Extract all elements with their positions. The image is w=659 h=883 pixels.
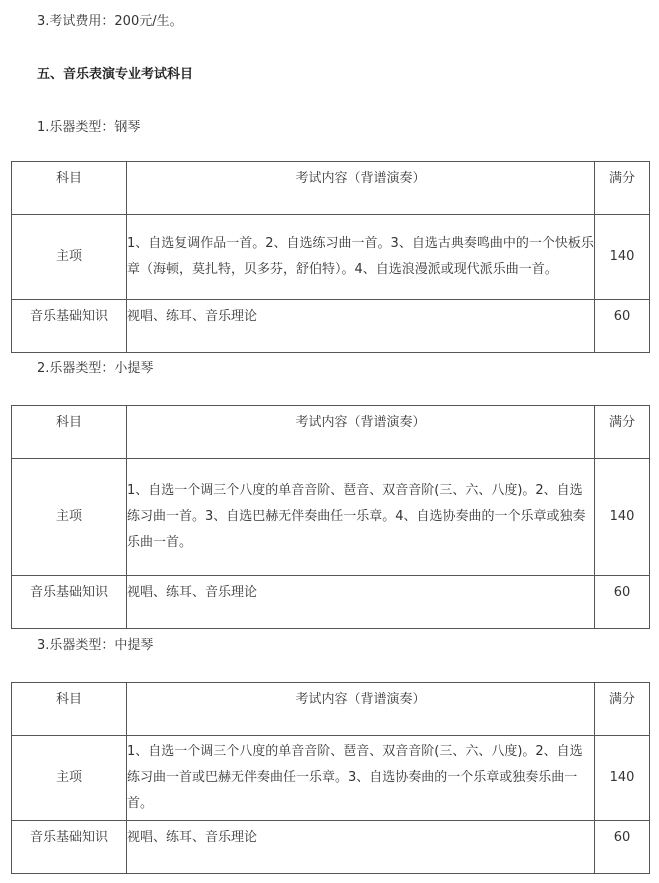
row-score: 140 (595, 459, 650, 576)
table-row (12, 300, 650, 353)
table-row (12, 576, 650, 629)
row-score: 60 (595, 576, 650, 629)
section-title: 五、音乐表演专业考试科目 (37, 67, 194, 82)
table-header-row (12, 162, 650, 215)
row-score: 140 (595, 736, 650, 821)
row-content: 视唱、练耳、音乐理论 (127, 300, 595, 353)
instrument-label-piano: 1.乐器类型：钢琴 (37, 120, 141, 135)
row-content: 1、自选复调作品一首。2、自选练习曲一首。3、自选古典奏鸣曲中的一个快板乐章（海顿，莫扎特，贝多芬，舒伯特）。4、自选浪漫派或现代派乐曲一首。 (127, 215, 595, 300)
fee-line: 3.考试费用：200元/生。 (37, 14, 183, 29)
row-subject: 主项 (12, 736, 127, 821)
row-content: 视唱、练耳、音乐理论 (127, 821, 595, 874)
header-score: 满分 (595, 406, 650, 459)
row-content: 1、自选一个调三个八度的单音音阶、琶音、双音音阶(三、六、八度)。2、自选练习曲一首。3、自选巴赫无伴奏曲任一乐章。4、自选协奏曲的一个乐章或独奏乐曲一首。 (127, 459, 595, 576)
row-subject: 主项 (12, 215, 127, 300)
row-subject: 音乐基础知识 (12, 576, 127, 629)
table-row (12, 736, 650, 821)
row-subject: 音乐基础知识 (12, 821, 127, 874)
instrument-label-violin: 2.乐器类型：小提琴 (37, 361, 154, 376)
header-content: 考试内容（背谱演奏） (127, 683, 595, 736)
row-subject: 音乐基础知识 (12, 300, 127, 353)
table-row (12, 821, 650, 874)
table-row (12, 215, 650, 300)
header-subject: 科目 (12, 406, 127, 459)
row-content: 视唱、练耳、音乐理论 (127, 576, 595, 629)
table-header-row (12, 406, 650, 459)
table-row (12, 459, 650, 576)
header-score: 满分 (595, 683, 650, 736)
row-score: 60 (595, 821, 650, 874)
table-header-row (12, 683, 650, 736)
header-content: 考试内容（背谱演奏） (127, 406, 595, 459)
row-content: 1、自选一个调三个八度的单音音阶、琶音、双音音阶(三、六、八度)。2、自选练习曲一首或巴赫无伴奏曲任一乐章。3、自选协奏曲的一个乐章或独奏乐曲一首。 (127, 736, 595, 821)
row-subject: 主项 (12, 459, 127, 576)
header-content: 考试内容（背谱演奏） (127, 162, 595, 215)
row-score: 140 (595, 215, 650, 300)
header-subject: 科目 (12, 162, 127, 215)
exam-table-piano (11, 161, 650, 353)
row-score: 60 (595, 300, 650, 353)
exam-table-viola (11, 682, 650, 874)
header-score: 满分 (595, 162, 650, 215)
instrument-label-viola: 3.乐器类型：中提琴 (37, 638, 154, 653)
exam-table-violin (11, 405, 650, 629)
header-subject: 科目 (12, 683, 127, 736)
